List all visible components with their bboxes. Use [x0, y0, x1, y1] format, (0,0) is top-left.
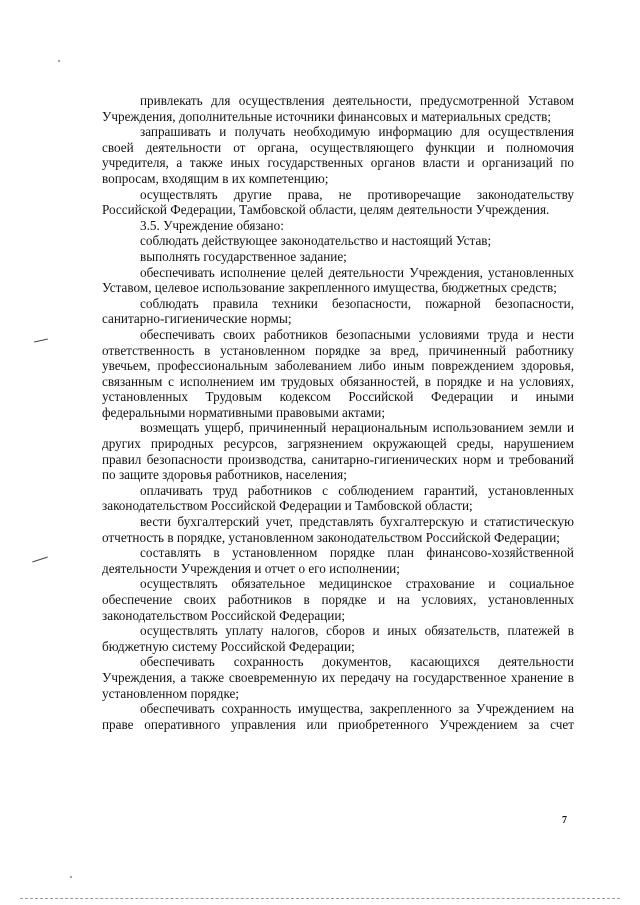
paragraph: осуществлять обязательное медицинское страхование и социальное обеспечение своих работников в порядке и на условиях, установленных законодательством Российской Федерации;	[102, 576, 574, 623]
scan-edge-line	[20, 898, 620, 899]
scan-dot	[70, 876, 72, 878]
document-body	[102, 93, 574, 732]
section-heading: 3.5. Учреждение обязано:	[140, 217, 284, 233]
scan-mark	[34, 339, 48, 343]
paragraph: выполнять государственное задание;	[140, 248, 347, 264]
page-number: 7	[562, 815, 567, 826]
paragraph: обеспечивать сохранность документов, касающихся деятельности Учреждения, а также своевременную их передачу на государственное хранение в установленном порядке;	[102, 654, 574, 701]
scan-mark	[32, 557, 48, 563]
paragraph: привлекать для осуществления деятельности, предусмотренной Уставом Учреждения, дополнительные источники финансовых и материальных средств;	[102, 93, 574, 124]
paragraph: обеспечивать своих работников безопасными условиями труда и нести ответственность в установленном порядке за вред, причиненный работнику увечьем, профессиональным заболеванием либо иным повреждением здоровья, связанным с исполнением им трудовых обязанностей, в порядке и на условиях, установленных Трудовым кодексом Российской Федерации и иными федеральными нормативными правовыми актами;	[102, 326, 574, 420]
paragraph: осуществлять уплату налогов, сборов и иных обязательств, платежей в бюджетную систему Российской Федерации;	[102, 623, 574, 654]
paragraph: вести бухгалтерский учет, представлять бухгалтерскую и статистическую отчетность в порядке, установленном законодательством Российской Федерации;	[102, 514, 574, 545]
paragraph: соблюдать действующее законодательство и настоящий Устав;	[140, 233, 492, 249]
scan-dot	[58, 60, 60, 62]
paragraph: составлять в установленном порядке план финансово-хозяйственной деятельности Учреждения и отчет о его исполнении;	[102, 545, 574, 576]
paragraph: осуществлять другие права, не противоречащие законодательству Российской Федерации, Тамбовской области, целям деятельности Учреждения.	[102, 186, 574, 218]
paragraph: обеспечивать сохранность имущества, закрепленного за Учреждением на праве оперативного управления или приобретенного Учреждением за счет	[102, 701, 574, 732]
paragraph: возмещать ущерб, причиненный нерациональным использованием земли и других природных ресурсов, загрязнением окружающей среды, нарушением правил безопасности производства, санитарно-гигиенических норм и требований по защите здоровья работников, населения;	[102, 420, 574, 483]
paragraph: оплачивать труд работников с соблюдением гарантий, установленных законодательством Российской Федерации и Тамбовской области;	[102, 482, 574, 514]
paragraph: соблюдать правила техники безопасности, пожарной безопасности, санитарно-гигиенические нормы;	[102, 295, 574, 327]
paragraph: обеспечивать исполнение целей деятельности Учреждения, установленных Уставом, целевое использование закрепленного имущества, бюджетных средств;	[102, 264, 574, 296]
paragraph: запрашивать и получать необходимую информацию для осуществления своей деятельности от органа, осуществляющего функции и полномочия учредителя, а также иных государственных органов власти и организаций по вопросам, входящим в их компетенцию;	[102, 124, 574, 186]
